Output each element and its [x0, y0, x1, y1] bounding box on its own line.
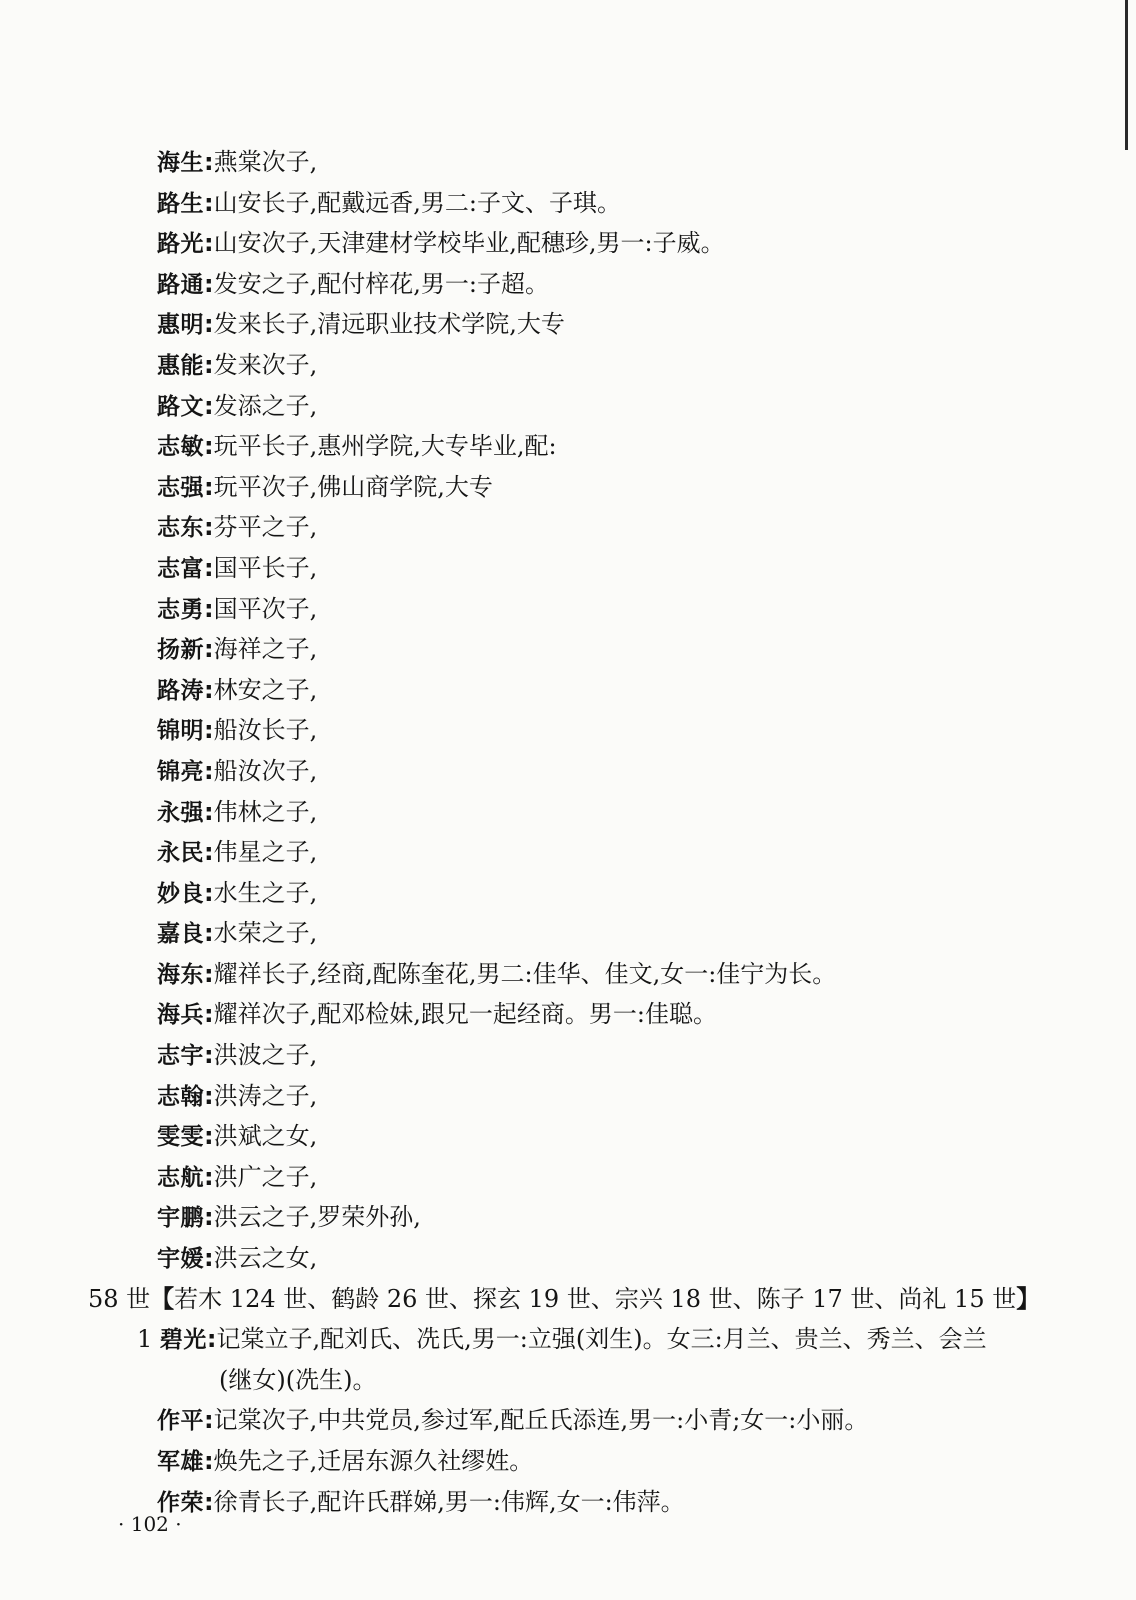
list-item: [0, 386, 1136, 427]
entry-name: 军雄: [157, 1449, 204, 1475]
entry-separator: :: [204, 391, 214, 420]
list-item: [0, 832, 1136, 873]
entry-separator: :: [206, 1325, 217, 1354]
entry-name: 路涛: [157, 677, 204, 704]
entry-text: 记棠立子,配刘氏、冼氏,男一:立强(刘生)。女三:月兰、贵兰、秀兰、会兰: [216, 1325, 987, 1354]
entry-separator: :: [204, 1406, 214, 1435]
entry-separator: :: [204, 716, 214, 745]
entry-separator: :: [204, 635, 214, 664]
list-item: [0, 467, 1136, 508]
list-item: [0, 1319, 1136, 1360]
entry-separator: :: [204, 1487, 214, 1516]
entry-separator: :: [204, 675, 214, 704]
entry-text: 国平长子,: [213, 553, 318, 582]
entry-name: 志宇: [157, 1043, 204, 1070]
list-item: [0, 589, 1136, 630]
list-item: [0, 548, 1136, 589]
entry-name: 海生: [157, 150, 204, 176]
entry-separator: :: [204, 148, 214, 176]
entry-continuation: (继女)(冼生)。: [219, 1365, 377, 1394]
entry-separator: :: [204, 1000, 214, 1029]
entry-text: 记棠次子,中共党员,参过军,配丘氏添连,男一:小青;女一:小丽。: [213, 1406, 869, 1435]
entry-text: 耀祥次子,配邓检妹,跟兄一起经商。男一:佳聪。: [213, 1000, 717, 1029]
list-item: [0, 264, 1136, 305]
entry-name: 嘉良: [157, 921, 204, 948]
entry-text: 徐青长子,配许氏群娣,男一:伟辉,女一:伟萍。: [213, 1487, 685, 1516]
entry-separator: :: [204, 513, 214, 542]
list-item: [0, 1238, 1136, 1279]
entry-separator: :: [204, 1041, 214, 1070]
entry-name: 志翰: [157, 1083, 204, 1110]
entry-text: 山安长子,配戴远香,男二:子文、子琪。: [213, 188, 621, 217]
entry-text: 耀祥长子,经商,配陈奎花,男二:佳华、佳文,女一:佳宁为长。: [213, 959, 837, 988]
list-item: [0, 223, 1136, 264]
entry-separator: :: [204, 919, 214, 948]
entry-name: 志敏: [157, 434, 204, 461]
entry-text: 洪涛之子,: [213, 1081, 318, 1110]
entry-separator: :: [204, 188, 214, 217]
entry-separator: :: [204, 229, 214, 258]
generation-prefix: 58 世: [88, 1284, 151, 1313]
entry-name: 惠明: [157, 312, 204, 339]
entry-separator: :: [204, 432, 214, 461]
entry-name: 雯雯: [157, 1124, 204, 1151]
list-item: [0, 873, 1136, 914]
list-item: [0, 1157, 1136, 1198]
genealogy-entries: [0, 142, 1136, 1522]
entry-name: 志强: [157, 474, 204, 501]
entry-text: 伟林之子,: [213, 797, 318, 826]
entry-text: 伟星之子,: [213, 838, 318, 867]
entry-text: 水生之子,: [213, 878, 318, 907]
entry-text: 水荣之子,: [213, 919, 318, 948]
entry-text: 燕棠次子,: [213, 148, 318, 176]
entry-separator: :: [204, 878, 214, 907]
page-number: · 102 ·: [118, 1512, 182, 1536]
entry-name: 锦明: [157, 718, 204, 745]
entry-separator: :: [204, 838, 214, 867]
list-item: [0, 751, 1136, 792]
entry-text: 船汝长子,: [213, 716, 318, 745]
list-item: [0, 670, 1136, 711]
list-item: [0, 426, 1136, 467]
entry-separator: :: [204, 1203, 214, 1232]
list-item: [0, 142, 1136, 183]
entry-text: 海祥之子,: [213, 635, 318, 664]
entry-name: 宇媛: [157, 1246, 204, 1273]
binding-edge: [1125, 0, 1128, 150]
entry-separator: :: [204, 310, 214, 339]
entry-text: 玩平长子,惠州学院,大专毕业,配:: [213, 432, 557, 461]
entry-text: 洪广之子,: [213, 1162, 318, 1191]
entry-text: 洪云之女,: [213, 1244, 318, 1273]
list-item: [0, 304, 1136, 345]
entry-text: 焕先之子,迁居东源久社缪姓。: [213, 1447, 534, 1475]
entry-text: 国平次子,: [213, 594, 318, 623]
list-item: [0, 1116, 1136, 1157]
entry-separator: :: [204, 269, 214, 298]
entry-name: 海东: [157, 961, 204, 988]
list-item: [0, 710, 1136, 751]
list-item: [0, 1197, 1136, 1238]
list-item: [0, 183, 1136, 224]
entry-name: 作荣: [157, 1489, 204, 1516]
generation-heading: [0, 1279, 1136, 1320]
entries-part2: [0, 1319, 1136, 1522]
entry-separator: :: [204, 756, 214, 785]
entry-text: 发安之子,配付梓花,男一:子超。: [213, 269, 549, 298]
entry-name: 惠能: [157, 352, 204, 379]
entry-separator: :: [204, 1081, 214, 1110]
entry-separator: :: [204, 959, 214, 988]
entry-name: 宇鹏: [157, 1205, 204, 1232]
list-item: [0, 345, 1136, 386]
list-item: [0, 507, 1136, 548]
entry-name: 永民: [157, 840, 204, 867]
list-item: [0, 1035, 1136, 1076]
entry-separator: :: [204, 1447, 214, 1475]
entry-text: 洪波之子,: [213, 1041, 318, 1070]
entry-name: 志航: [157, 1164, 204, 1191]
list-item: [0, 994, 1136, 1035]
entry-name: 志富: [157, 555, 204, 582]
list-item: [0, 954, 1136, 995]
entry-name: 路文: [157, 393, 204, 420]
entry-name: 永强: [157, 799, 204, 826]
entry-name: 碧光: [159, 1327, 207, 1354]
entry-name: 路通: [157, 271, 204, 298]
entry-separator: :: [204, 1122, 214, 1151]
entry-name: 志东: [157, 515, 204, 542]
generation-content: 若木 124 世、鹤龄 26 世、探玄 19 世、宗兴 18 世、陈子 17 世、尚礼 15 世: [174, 1284, 1017, 1313]
entry-number: 1: [137, 1325, 153, 1354]
entry-separator: :: [204, 1162, 214, 1191]
entry-name: 路光: [157, 231, 204, 258]
entry-separator: :: [204, 472, 214, 501]
entry-name: 路生: [157, 190, 204, 217]
entry-text: 船汝次子,: [213, 756, 318, 785]
list-item: [0, 1076, 1136, 1117]
entry-separator: :: [204, 594, 214, 623]
entry-separator: :: [204, 350, 214, 379]
list-item: [0, 913, 1136, 954]
bracket-close: 】: [1016, 1284, 1041, 1313]
entry-separator: :: [204, 797, 214, 826]
entry-text: 芬平之子,: [213, 513, 318, 542]
entry-text: 发来长子,清远职业技术学院,大专: [213, 310, 565, 339]
entry-text: 发添之子,: [213, 391, 318, 420]
entry-text: 发来次子,: [213, 350, 318, 379]
entries-part1: [0, 142, 1136, 1279]
entry-text: 洪云之子,罗荣外孙,: [213, 1203, 421, 1232]
entry-separator: :: [204, 553, 214, 582]
entry-text: 山安次子,天津建材学校毕业,配穗珍,男一:子威。: [213, 229, 725, 258]
entry-text: 玩平次子,佛山商学院,大专: [213, 472, 493, 501]
entry-text: 洪斌之女,: [213, 1122, 318, 1151]
list-item: [0, 629, 1136, 670]
entry-name: 妙良: [157, 880, 204, 907]
entry-separator: :: [204, 1244, 214, 1273]
list-item: [0, 792, 1136, 833]
entry-text: 林安之子,: [213, 675, 318, 704]
list-item: [0, 1441, 1136, 1482]
entry-name: 作平: [157, 1408, 204, 1435]
entry-name: 扬新: [157, 637, 204, 664]
entry-name: 海兵: [157, 1002, 204, 1029]
entry-name: 志勇: [157, 596, 204, 623]
list-item: [0, 1400, 1136, 1441]
bracket-open: 【: [150, 1284, 175, 1313]
entry-name: 锦亮: [157, 758, 204, 785]
